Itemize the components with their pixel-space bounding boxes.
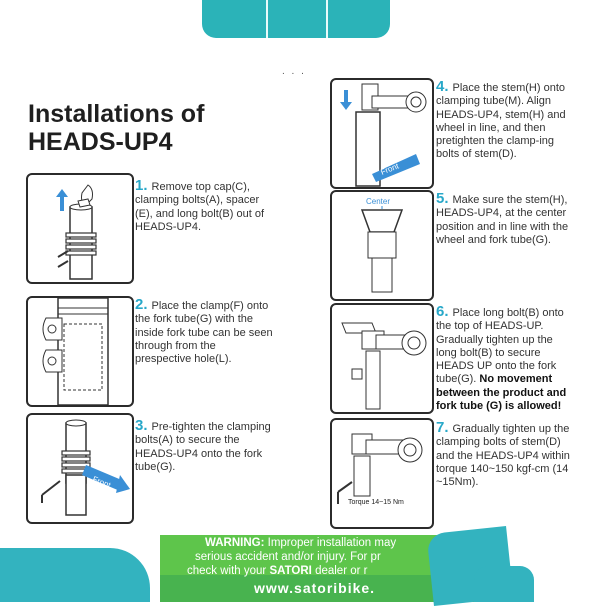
- center-label: Center: [366, 197, 391, 206]
- title-line-2: HEADS-UP4: [28, 128, 173, 156]
- top-decoration: [202, 0, 390, 38]
- warning-label: WARNING:: [205, 537, 265, 549]
- warning-line-1: Improper installation may: [267, 537, 397, 549]
- dots: . . .: [282, 66, 306, 77]
- step-4-illustration: [330, 78, 434, 189]
- decoration-line: [266, 0, 268, 38]
- step-1-number: 1.: [135, 177, 148, 194]
- step-2-number: 2.: [135, 296, 148, 313]
- title-line-1: Installations of: [28, 100, 205, 128]
- step-3-description: Pre-tighten the clamping bolts(A) to secure the HEADS-UP4 onto the fork tube(G).: [135, 421, 271, 473]
- bottom-left-decoration: [0, 548, 150, 602]
- warning-text: [185, 536, 396, 578]
- step-4-description: Place the stem(H) onto clamping tube(M). Align HEADS-UP4, stem(H) and wheel in line, and then pretighten the clamp-ing bolts of stem(D).: [436, 82, 566, 161]
- step-7-number: 7.: [436, 419, 449, 436]
- step-2-text: [135, 298, 275, 366]
- step-6-illustration: [330, 303, 434, 414]
- website-url[interactable]: www.satoribike.: [254, 580, 376, 596]
- front-label: Front: [91, 474, 112, 490]
- warning-line-3: check with your: [187, 565, 267, 577]
- brand-name: SATORI: [269, 565, 312, 577]
- step-5-text: [436, 192, 576, 247]
- bottom-right-decoration-2: [474, 566, 534, 602]
- warning-line-3-end: dealer or r: [315, 565, 368, 577]
- warning-line-2: serious accident and/or injury. For pr: [195, 551, 381, 563]
- step-5-description: Make sure the stem(H), HEADS-UP4, at the center position and in line with the wheel and fork tube(G).: [436, 194, 569, 246]
- step-1-description: Remove top cap(C), clamping bolts(A), spacer (E), and long bolt(B) out of HEADS-UP4.: [135, 181, 265, 233]
- step-3-illustration: [26, 413, 134, 524]
- front-label: Front: [379, 161, 401, 177]
- decoration-line: [326, 0, 328, 38]
- page-title: [28, 100, 204, 156]
- step-6-text: [436, 305, 576, 413]
- step-4-text: [436, 80, 576, 162]
- step-6-warning: No movement between the product and fork tube (G) is allowed!: [436, 373, 567, 413]
- step-7-description: Gradually tighten up the clamping bolts of stem(D) and the HEADS-UP4 within torque 140~150 kgf-cm (14 ~15Nm).: [436, 423, 570, 489]
- torque-label: Torque 14~15 Nm: [348, 499, 404, 506]
- step-7-text: [436, 421, 576, 489]
- step-1-illustration: [26, 173, 134, 284]
- step-6-description: Place long bolt(B) onto the top of HEADS-UP. Gradually tighten up the long bolt(B) to secure HEADS UP onto the fork tube(G).: [436, 307, 564, 386]
- step-6-number: 6.: [436, 303, 449, 320]
- step-4-number: 4.: [436, 78, 449, 95]
- step-2-illustration: [26, 296, 134, 407]
- step-3-number: 3.: [135, 417, 148, 434]
- step-7-illustration: [330, 418, 434, 529]
- step-2-description: Place the clamp(F) onto the fork tube(G) with the inside fork tube can be seen through from the prespective hole(L).: [135, 300, 273, 366]
- step-1-text: [135, 179, 275, 234]
- step-5-number: 5.: [436, 190, 449, 207]
- step-3-text: [135, 419, 275, 474]
- step-5-illustration: [330, 190, 434, 301]
